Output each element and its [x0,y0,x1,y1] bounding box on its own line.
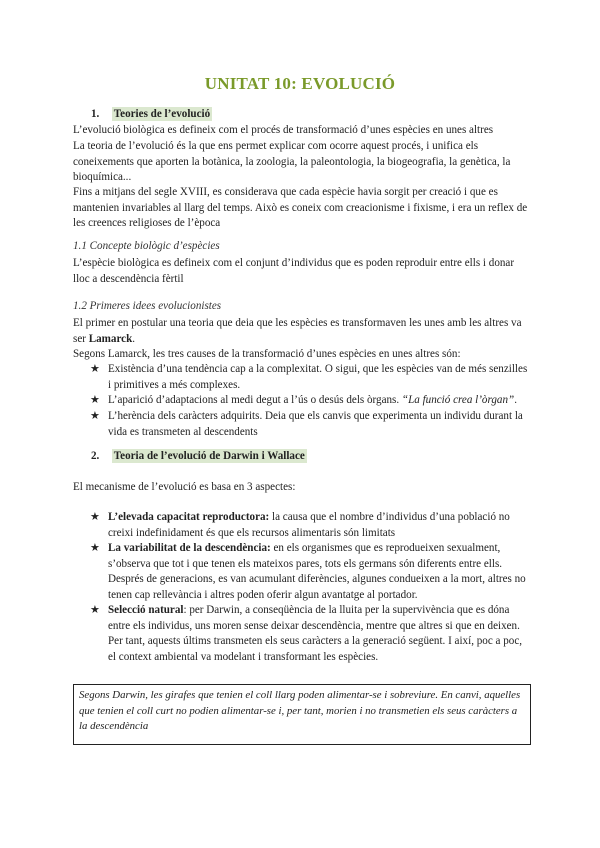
darwin-bullet-3-text: : per Darwin, a conseqüència de la lluita per la supervivència que es dóna entre els individus, uns moren sense deixar descendència, mentre que altres si que en deixen. Per tant, aquests últims transmeten els seus caràcters a la generació següent. I així, poc a poc, el context ambiental va modelant i transformant les espècies. [108,604,523,663]
section-1-paragraph-3: Fins a mitjans del segle XVIII, es considerava que cada espècie havia sorgit per creació i que es mantenien invariables al llarg del temps. Això es coneix com creacionisme i fixisme, i era un reflex de les creences religioses de l’època [73,186,528,230]
star-bullet-icon: ★ [90,394,100,406]
section-2-heading-text: Teoria de l’evolució de Darwin i Wallace [113,450,305,462]
subsection-1-1-heading: 1.1 Concepte biològic d’espècies [73,240,220,252]
subsection-1-2-heading: 1.2 Primeres idees evolucionistes [73,300,222,312]
darwin-bullet-2 [90,541,532,603]
section-1-number: 1. [91,108,100,120]
darwin-bullet-2-title: La variabilitat de la descendència: [108,542,271,554]
section-2-heading [91,450,307,462]
section-2-intro: El mecanisme de l’evolució es basa en 3 aspectes: [73,481,296,493]
lamarck-bullet-2-quote: “La funció crea l’òrgan” [401,394,515,406]
star-bullet-icon: ★ [90,410,100,422]
section-2-number: 2. [91,450,100,462]
darwin-bullet-3 [90,603,532,665]
lamarck-intro: Segons Lamarck, les tres causes de la transformació d’unes espècies en unes altres són: [73,348,461,360]
darwin-bullet-1-text: la causa que el nombre d’individus d’una població no creixi indefinidament és que els recursos alimentaris són limitats [108,511,510,539]
page-title: UNITAT 10: EVOLUCIÓ [204,74,396,93]
lamarck-bullet-1 [90,362,532,393]
darwin-bullet-2-text: en els organismes que es reprodueixen sexualment, s’observa que tot i que tenen els mateixos pares, tots els germans són diferents entre ells. Després de generacions, es van acumulant diferències, algunes condueixen a la mort, altres no tenen cap rellevància i altres poden oferir algun avantatge al portador. [108,542,526,601]
section-1-paragraph-2: La teoria de l’evolució és la que ens permet explicar com ocorre aquest procés, i unifica els coneixements que aporten la botànica, la zoologia, la paleontologia, la biogeografia, la genètica, la bioquímica... [73,140,511,184]
section-1-paragraph-1: L’evolució biològica es defineix com el procés de transformació d’unes espècies en unes altres [73,124,494,136]
lamarck-text-before: El primer en postular una teoria que deia que les espècies es transformaven les unes amb les altres va ser [73,317,522,345]
lamarck-bullet-3-text: L’herència dels caràcters adquirits. Deia que els canvis que experimenta un individu durant la vida es transmeten al descendents [108,410,523,438]
section-1-heading-text: Teories de l’evolució [113,108,211,120]
giraffe-example-box: Segons Darwin, les girafes que tenien el coll llarg poden alimentar-se i sobreviure. En canvi, aquelles que tenien el coll curt no podien alimentar-se i, per tant, morien i no transmetien els seus caràcters a la descendència [73,684,531,745]
lamarck-bullet-2 [90,393,532,409]
star-bullet-icon: ★ [90,511,100,523]
darwin-bullet-3-title: Selecció natural [108,604,184,616]
star-bullet-icon: ★ [90,604,100,616]
star-bullet-icon: ★ [90,363,100,375]
subsection-1-1-text: L’espècie biològica es defineix com el conjunt d’individus que es poden reproduir entre ells i donar lloc a descendència fèrtil [73,257,515,285]
darwin-bullet-1 [90,510,532,541]
darwin-bullet-1-title: L’elevada capacitat reproductora: [108,511,270,523]
lamarck-bullet-2-text: L’aparició d’adaptacions al medi degut a l’ús o desús dels òrgans. [108,394,402,406]
lamarck-bullet-3 [90,409,532,440]
lamarck-name: Lamarck [88,332,133,345]
lamarck-bullet-2-after: . [514,394,517,406]
star-bullet-icon: ★ [90,542,100,554]
subsection-1-2-text [73,316,533,347]
lamarck-text-after: . [132,332,136,345]
lamarck-bullet-1-text: Existència d’una tendència cap a la complexitat. O sigui, que les espècies van de més senzilles i primitives a més complexes. [108,363,528,391]
section-1-heading [91,108,212,120]
